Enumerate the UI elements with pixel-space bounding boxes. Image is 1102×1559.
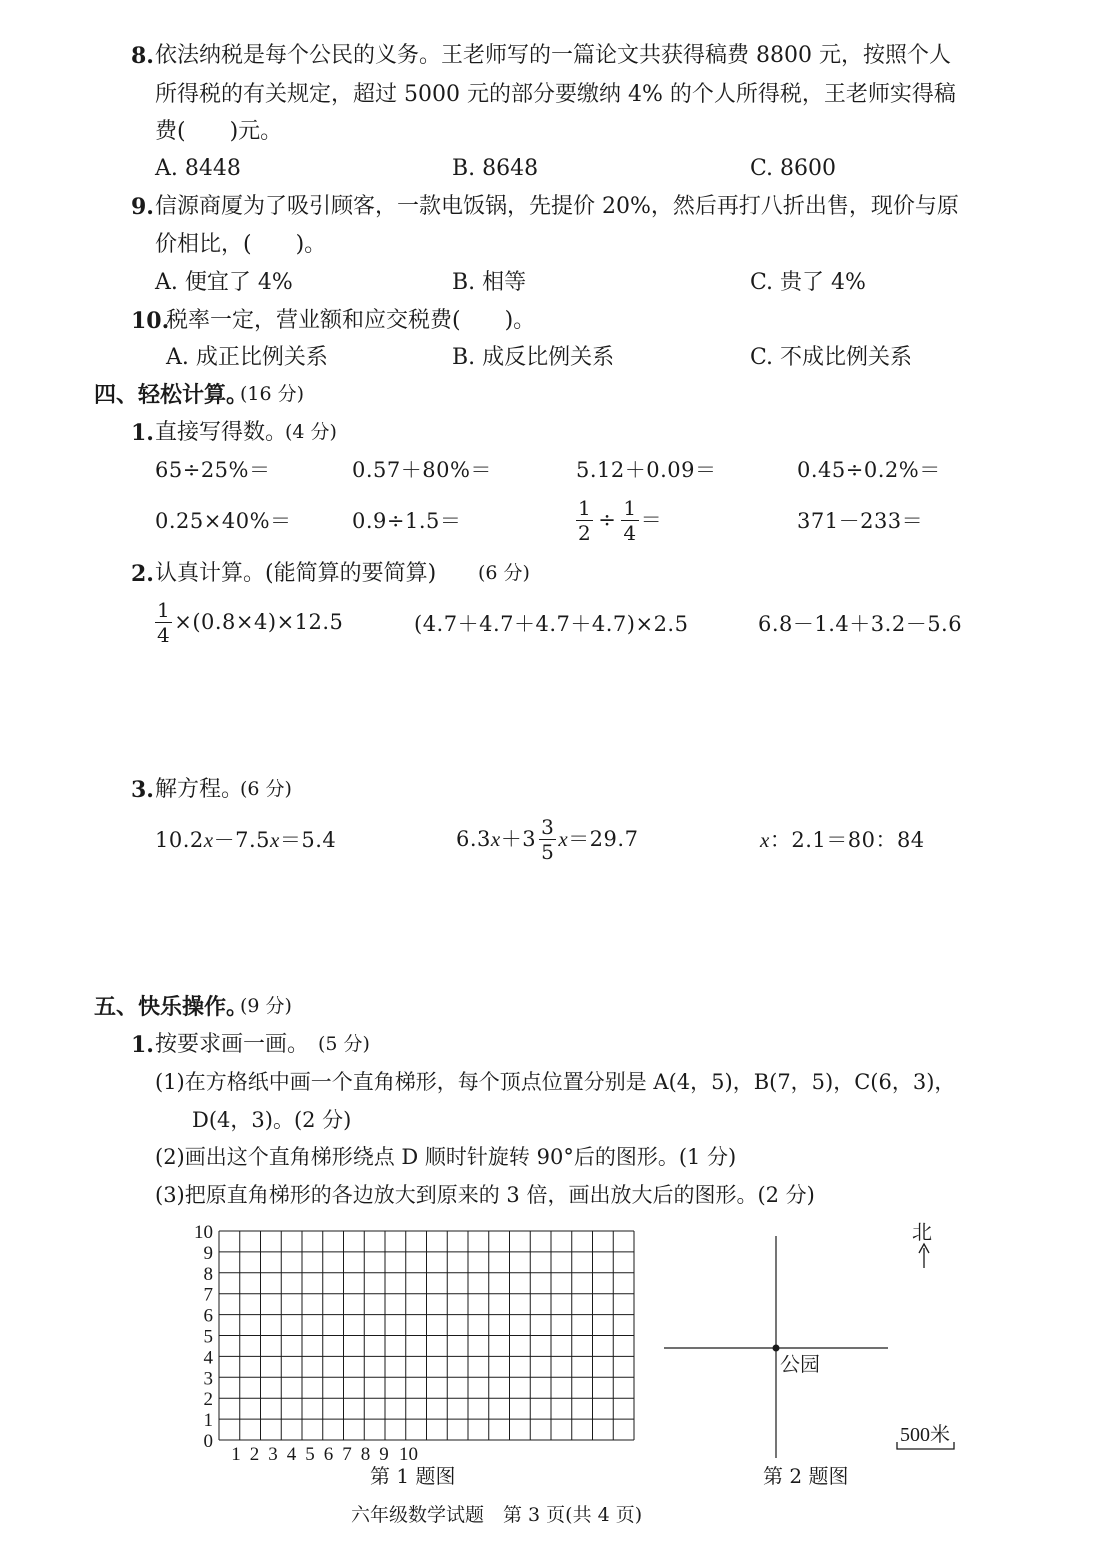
oral-calc-5: 0.25×40%＝ [155,509,292,533]
q8-line3: 费( )元。 [155,119,283,144]
s5p1-title: 按要求画一画。 [155,1032,310,1057]
x-tick-label: 7 [342,1444,352,1465]
y-tick-label: 5 [203,1326,213,1348]
q8-line1: 依法纳税是每个公民的义务。王老师写的一篇论文共获得稿费 8800 元，按照个人 [155,43,951,68]
y-tick-label: 8 [203,1263,213,1285]
figure2-caption: 第 2 题图 [763,1464,849,1488]
calc-expr-3: 6.8－1.4＋3.2－5.6 [758,612,963,636]
q9-line1: 信源商厦为了吸引顾客，一款电饭锅，先提价 20%，然后再打八折出售，现价与原 [155,194,959,219]
equation-1: 10.2x－7.5x＝5.4 [155,828,337,852]
section5-title: 五、快乐操作。 [94,994,249,1020]
park-point [773,1345,780,1352]
section4-title: 四、轻松计算。 [94,382,249,408]
y-tick-label: 4 [203,1347,213,1369]
calc-expr-1: $\frac{1}{4}$ ×(0.8×4)×12.5 [157,598,344,647]
x-tick-label: 6 [323,1444,334,1465]
q9-line2: 价相比，( )。 [155,232,327,257]
x-tick-label: 1 [231,1444,241,1465]
q8-option-c: C. 8600 [750,156,837,181]
q10-number: 10. [131,308,170,334]
x-tick-label: 4 [286,1444,297,1465]
y-tick-label: 1 [203,1410,213,1432]
s4p1-score: (4 分) [285,421,337,443]
oral-calc-7: $\frac{1}{2}$ ÷ $\frac{1}{4}$ ＝ [578,496,663,545]
scale-label: 500米 [900,1424,950,1446]
q10-option-b: B. 成反比例关系 [452,345,615,370]
y-tick-label: 6 [203,1305,213,1327]
oral-calc-2: 0.57＋80%＝ [352,458,492,482]
equation-3: x：2.1＝80：84 [760,828,925,852]
q8-line2: 所得税的有关规定，超过 5000 元的部分要缴纳 4% 的个人所得税，王老师实得稿 [155,82,956,107]
s5p1-step3: (3)把原直角梯形的各边放大到原来的 3 倍，画出放大后的图形。(2 分) [155,1183,815,1207]
oral-calc-4: 0.45÷0.2%＝ [797,458,941,482]
page-footer: 六年级数学试题 第 3 页(共 4 页) [351,1504,643,1526]
s4p1-title: 直接写得数。 [155,420,288,445]
grid-lines [219,1231,634,1440]
q9-option-b: B. 相等 [452,270,527,295]
y-tick-label: 0 [203,1431,213,1452]
y-tick-label: 2 [203,1389,213,1411]
s5p1-step1a: (1)在方格纸中画一个直角梯形，每个顶点位置分别是 A(4，5)，B(7，5)，C(6，3)， [155,1070,956,1094]
fraction: $\frac{1}{4}$ [157,598,171,647]
oral-calc-1: 65÷25%＝ [155,458,271,482]
figure1-grid [185,1220,655,1495]
north-label: 北 [912,1220,932,1244]
s4p3-title: 解方程。 [155,777,244,802]
q8-option-a: A. 8448 [155,156,241,181]
s4p3-score: (6 分) [240,778,292,800]
s4p2-score: (6 分) [478,562,530,584]
s5p1-step2: (2)画出这个直角梯形绕点 D 顺时针旋转 90°后的图形。(1 分) [155,1145,737,1169]
equation-2: 6.3 x ＋3 $\frac{3}{5}$ x ＝29.7 [456,815,639,864]
section4-score: (16 分) [240,383,305,405]
x-tick-label: 3 [268,1444,278,1465]
q10-option-c: C. 不成比例关系 [750,345,913,370]
s4p2-number: 2. [131,561,154,587]
q10-line1: 税率一定，营业额和应交税费( )。 [166,308,536,333]
fraction: $\frac{1}{4}$ [623,496,637,545]
q10-option-a: A. 成正比例关系 [166,345,328,370]
oral-calc-6: 0.9÷1.5＝ [352,509,462,533]
fraction: $\frac{3}{5}$ [541,815,555,864]
s5p1-number: 1. [131,1032,154,1058]
y-tick-label: 7 [203,1284,213,1306]
q8-option-b: B. 8648 [452,156,539,181]
oral-calc-8: 371－233＝ [797,509,924,533]
q9-option-a: A. 便宜了 4% [155,270,293,295]
s5p1-score: (5 分) [318,1033,370,1055]
q9-number: 9. [131,194,154,220]
y-tick-label: 10 [194,1222,213,1243]
x-tick-label: 5 [305,1444,315,1465]
x-tick-label: 8 [360,1444,371,1465]
calc-expr-2: (4.7＋4.7＋4.7＋4.7)×2.5 [414,612,689,636]
s4p3-number: 3. [131,777,154,803]
oral-calc-3: 5.12＋0.09＝ [576,458,717,482]
q9-option-c: C. 贵了 4% [750,270,866,295]
park-label: 公园 [780,1352,820,1376]
figure1-caption: 第 1 题图 [370,1464,456,1488]
s4p1-number: 1. [131,420,154,446]
q8-number: 8. [131,43,154,69]
s4p2-title: 认真计算。(能简算的要简算) [155,561,437,586]
x-tick-label: 2 [249,1444,260,1465]
x-tick-label: 10 [399,1444,418,1465]
y-tick-label: 3 [203,1368,213,1390]
y-tick-label: 9 [203,1242,213,1264]
fraction: $\frac{1}{2}$ [578,496,592,545]
x-tick-label: 9 [379,1444,389,1465]
s5p1-step1b: D(4，3)。(2 分) [192,1108,352,1132]
section5-score: (9 分) [240,995,292,1017]
